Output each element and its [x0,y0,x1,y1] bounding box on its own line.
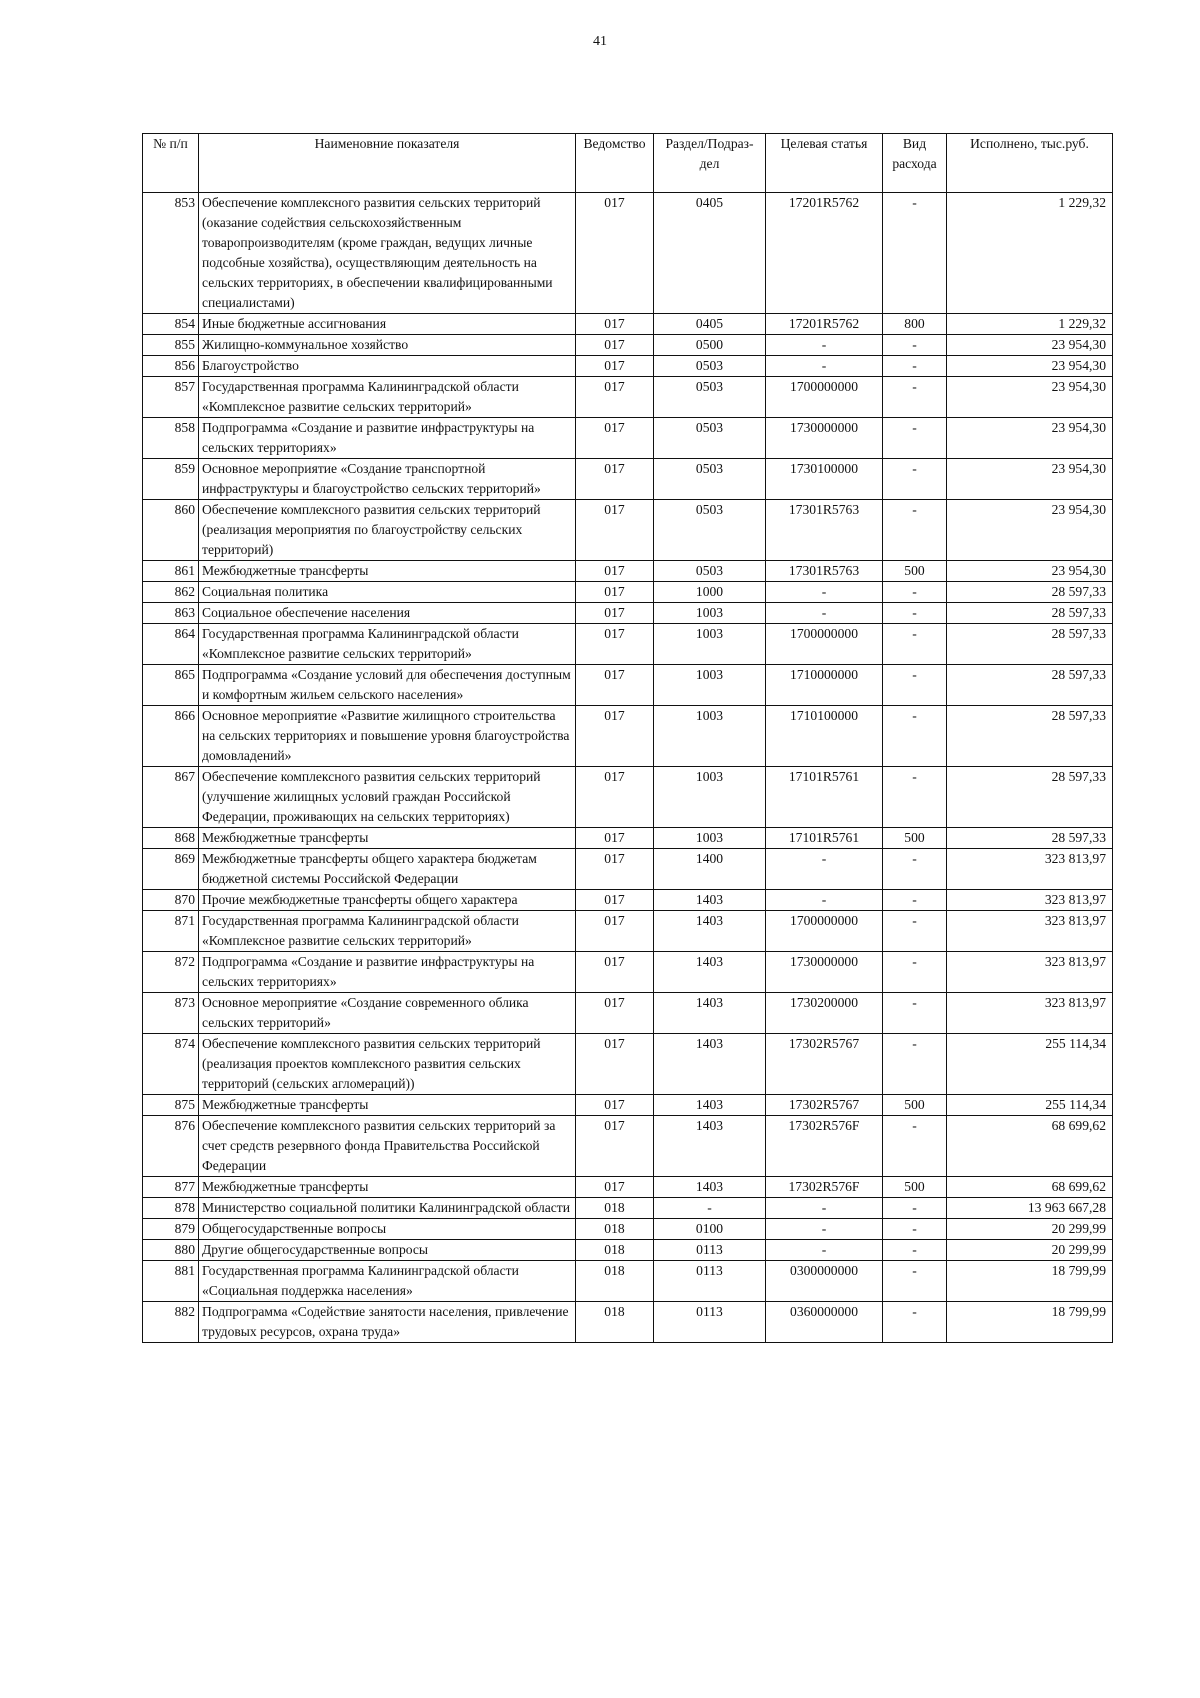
table-row [143,1198,1113,1219]
expense-type: - [883,335,947,356]
expense-type: 500 [883,1177,947,1198]
row-number: 865 [143,665,199,706]
expense-type: - [883,1198,947,1219]
expense-type: - [883,665,947,706]
row-number: 854 [143,314,199,335]
department-code: 018 [576,1240,654,1261]
row-number: 858 [143,418,199,459]
executed-amount: 20 299,99 [947,1219,1113,1240]
section-code: 0113 [654,1240,766,1261]
indicator-name: Прочие межбюджетные трансферты общего характера [199,890,576,911]
department-code: 017 [576,911,654,952]
section-code: 0503 [654,418,766,459]
row-number: 868 [143,828,199,849]
table-row [143,1302,1113,1343]
table-row [143,624,1113,665]
department-code: 017 [576,193,654,314]
row-number: 863 [143,603,199,624]
row-number: 878 [143,1198,199,1219]
indicator-name: Основное мероприятие «Создание современного облика сельских территорий» [199,993,576,1034]
target-article: 17302R576F [766,1116,883,1177]
indicator-name: Подпрограмма «Создание и развитие инфраструктуры на сельских территориях» [199,418,576,459]
expense-type: - [883,1219,947,1240]
section-code: 1400 [654,849,766,890]
expense-type: - [883,356,947,377]
table-row [143,603,1113,624]
department-code: 017 [576,1177,654,1198]
expense-type: - [883,911,947,952]
section-code: 0113 [654,1261,766,1302]
executed-amount: 323 813,97 [947,911,1113,952]
executed-amount: 1 229,32 [947,314,1113,335]
header-department: Ведомство [576,134,654,193]
indicator-name: Обеспечение комплексного развития сельских территорий (реализация мероприятия по благоустройству сельских территорий) [199,500,576,561]
header-target-article: Целевая статья [766,134,883,193]
section-code: 1003 [654,665,766,706]
indicator-name: Другие общегосударственные вопросы [199,1240,576,1261]
indicator-name: Межбюджетные трансферты [199,561,576,582]
row-number: 873 [143,993,199,1034]
target-article: 1700000000 [766,377,883,418]
executed-amount: 23 954,30 [947,500,1113,561]
row-number: 880 [143,1240,199,1261]
section-code: 1003 [654,828,766,849]
department-code: 018 [576,1302,654,1343]
executed-amount: 18 799,99 [947,1261,1113,1302]
expense-type: 800 [883,314,947,335]
executed-amount: 23 954,30 [947,561,1113,582]
department-code: 017 [576,603,654,624]
indicator-name: Обеспечение комплексного развития сельских территорий за счет средств резервного фонда Правительства Российской Федерации [199,1116,576,1177]
target-article: - [766,849,883,890]
section-code: 1003 [654,624,766,665]
indicator-name: Общегосударственные вопросы [199,1219,576,1240]
row-number: 876 [143,1116,199,1177]
table-row [143,849,1113,890]
row-number: 881 [143,1261,199,1302]
target-article: 0300000000 [766,1261,883,1302]
section-code: 0100 [654,1219,766,1240]
expense-type: - [883,890,947,911]
executed-amount: 255 114,34 [947,1095,1113,1116]
section-code: 1403 [654,1095,766,1116]
expense-type: - [883,1116,947,1177]
target-article: 1730100000 [766,459,883,500]
indicator-name: Межбюджетные трансферты [199,828,576,849]
department-code: 017 [576,561,654,582]
table-row [143,890,1113,911]
department-code: 018 [576,1261,654,1302]
row-number: 867 [143,767,199,828]
table-row [143,1095,1113,1116]
row-number: 862 [143,582,199,603]
expense-type: - [883,603,947,624]
header-section: Раздел/Подраз-дел [654,134,766,193]
section-code: 1403 [654,993,766,1034]
table-row [143,582,1113,603]
indicator-name: Подпрограмма «Создание и развитие инфраструктуры на сельских территориях» [199,952,576,993]
executed-amount: 23 954,30 [947,356,1113,377]
expense-type: - [883,582,947,603]
executed-amount: 28 597,33 [947,582,1113,603]
expense-type: - [883,952,947,993]
expense-type: - [883,418,947,459]
section-code: 0503 [654,459,766,500]
section-code: 0405 [654,193,766,314]
header-executed-amount: Исполнено, тыс.руб. [947,134,1113,193]
row-number: 861 [143,561,199,582]
table-row [143,1177,1113,1198]
indicator-name: Социальная политика [199,582,576,603]
executed-amount: 28 597,33 [947,603,1113,624]
target-article: - [766,582,883,603]
executed-amount: 28 597,33 [947,706,1113,767]
executed-amount: 23 954,30 [947,377,1113,418]
executed-amount: 20 299,99 [947,1240,1113,1261]
expense-type: - [883,1034,947,1095]
target-article: - [766,1219,883,1240]
department-code: 017 [576,335,654,356]
table-row [143,665,1113,706]
department-code: 017 [576,624,654,665]
section-code: 0405 [654,314,766,335]
target-article: 17302R576F [766,1177,883,1198]
row-number: 855 [143,335,199,356]
indicator-name: Государственная программа Калининградской области «Комплексное развитие сельских территорий» [199,377,576,418]
executed-amount: 28 597,33 [947,624,1113,665]
expense-type: - [883,1302,947,1343]
executed-amount: 323 813,97 [947,952,1113,993]
expense-type: - [883,377,947,418]
indicator-name: Основное мероприятие «Создание транспортной инфраструктуры и благоустройство сельских территорий» [199,459,576,500]
target-article: 17301R5763 [766,561,883,582]
header-expense-type: Вид расхода [883,134,947,193]
executed-amount: 28 597,33 [947,828,1113,849]
table-row [143,952,1113,993]
department-code: 017 [576,377,654,418]
row-number: 882 [143,1302,199,1343]
row-number: 866 [143,706,199,767]
expense-type: - [883,767,947,828]
row-number: 874 [143,1034,199,1095]
target-article: 1730000000 [766,418,883,459]
table-row [143,1219,1113,1240]
expense-type: - [883,706,947,767]
table-row [143,561,1113,582]
indicator-name: Социальное обеспечение населения [199,603,576,624]
department-code: 017 [576,993,654,1034]
section-code: 1403 [654,1034,766,1095]
department-code: 017 [576,418,654,459]
department-code: 017 [576,952,654,993]
table-row [143,1116,1113,1177]
executed-amount: 28 597,33 [947,665,1113,706]
header-indicator-name: Наименовние показателя [199,134,576,193]
row-number: 864 [143,624,199,665]
indicator-name: Министерство социальной политики Калининградской области [199,1198,576,1219]
executed-amount: 23 954,30 [947,459,1113,500]
table-row [143,1034,1113,1095]
expense-type: 500 [883,561,947,582]
section-code: 1000 [654,582,766,603]
indicator-name: Обеспечение комплексного развития сельских территорий (реализация проектов комплексного развития сельских территорий (сельских агломераций)) [199,1034,576,1095]
department-code: 017 [576,314,654,335]
table-row [143,377,1113,418]
expense-type: - [883,193,947,314]
table-row [143,459,1113,500]
executed-amount: 28 597,33 [947,767,1113,828]
target-article: - [766,356,883,377]
target-article: 17101R5761 [766,767,883,828]
indicator-name: Межбюджетные трансферты [199,1095,576,1116]
target-article: 17201R5762 [766,193,883,314]
indicator-name: Благоустройство [199,356,576,377]
section-code: 0113 [654,1302,766,1343]
expense-type: - [883,500,947,561]
section-code: 1403 [654,1177,766,1198]
indicator-name: Подпрограмма «Содействие занятости населения, привлечение трудовых ресурсов, охрана труда» [199,1302,576,1343]
executed-amount: 1 229,32 [947,193,1113,314]
table-row [143,767,1113,828]
section-code: 0500 [654,335,766,356]
row-number: 853 [143,193,199,314]
row-number: 859 [143,459,199,500]
target-article: 1730200000 [766,993,883,1034]
executed-amount: 323 813,97 [947,890,1113,911]
target-article: 17201R5762 [766,314,883,335]
row-number: 857 [143,377,199,418]
department-code: 017 [576,890,654,911]
target-article: - [766,1198,883,1219]
header-number: № п/п [143,134,199,193]
executed-amount: 23 954,30 [947,418,1113,459]
section-code: 1003 [654,706,766,767]
target-article: - [766,335,883,356]
expense-type: - [883,993,947,1034]
table-row [143,1240,1113,1261]
executed-amount: 255 114,34 [947,1034,1113,1095]
indicator-name: Иные бюджетные ассигнования [199,314,576,335]
target-article: 17302R5767 [766,1095,883,1116]
indicator-name: Обеспечение комплексного развития сельских территорий (улучшение жилищных условий граждан Российской Федерации, проживающих на сельских территориях) [199,767,576,828]
target-article: 1700000000 [766,911,883,952]
target-article: - [766,1240,883,1261]
target-article: 17101R5761 [766,828,883,849]
section-code: 0503 [654,356,766,377]
expense-type: - [883,1240,947,1261]
budget-execution-table [142,133,1113,1343]
row-number: 877 [143,1177,199,1198]
department-code: 018 [576,1198,654,1219]
department-code: 017 [576,1034,654,1095]
executed-amount: 68 699,62 [947,1116,1113,1177]
table-row [143,993,1113,1034]
expense-type: - [883,1261,947,1302]
expense-type: 500 [883,1095,947,1116]
department-code: 017 [576,665,654,706]
indicator-name: Государственная программа Калининградской области «Социальная поддержка населения» [199,1261,576,1302]
target-article: 1700000000 [766,624,883,665]
target-article: 17301R5763 [766,500,883,561]
section-code: 1003 [654,603,766,624]
table-row [143,1261,1113,1302]
section-code: - [654,1198,766,1219]
row-number: 870 [143,890,199,911]
department-code: 017 [576,356,654,377]
department-code: 017 [576,767,654,828]
section-code: 1403 [654,1116,766,1177]
table-row [143,335,1113,356]
section-code: 1403 [654,911,766,952]
department-code: 017 [576,706,654,767]
department-code: 017 [576,849,654,890]
target-article: 0360000000 [766,1302,883,1343]
department-code: 017 [576,459,654,500]
target-article: 1730000000 [766,952,883,993]
section-code: 0503 [654,377,766,418]
target-article: - [766,603,883,624]
row-number: 872 [143,952,199,993]
section-code: 1403 [654,890,766,911]
target-article: - [766,890,883,911]
target-article: 1710100000 [766,706,883,767]
section-code: 0503 [654,500,766,561]
department-code: 017 [576,828,654,849]
executed-amount: 23 954,30 [947,335,1113,356]
indicator-name: Обеспечение комплексного развития сельских территорий (оказание содействия сельскохозяйственным товаропроизводителям (кроме граждан, ведущих личные подсобные хозяйства), осуществляющим деятельность на сельских территориях, в обеспечении квалифицированными специалистами) [199,193,576,314]
indicator-name: Основное мероприятие «Развитие жилищного строительства на сельских территориях и повышение уровня благоустройства домовладений» [199,706,576,767]
row-number: 856 [143,356,199,377]
indicator-name: Подпрограмма «Создание условий для обеспечения доступным и комфортным жильем сельского населения» [199,665,576,706]
target-article: 1710000000 [766,665,883,706]
section-code: 0503 [654,561,766,582]
row-number: 860 [143,500,199,561]
indicator-name: Государственная программа Калининградской области «Комплексное развитие сельских территорий» [199,624,576,665]
expense-type: - [883,459,947,500]
table-row [143,314,1113,335]
executed-amount: 13 963 667,28 [947,1198,1113,1219]
indicator-name: Государственная программа Калининградской области «Комплексное развитие сельских территорий» [199,911,576,952]
executed-amount: 68 699,62 [947,1177,1113,1198]
department-code: 017 [576,500,654,561]
expense-type: - [883,624,947,665]
indicator-name: Жилищно-коммунальное хозяйство [199,335,576,356]
table-row [143,500,1113,561]
section-code: 1003 [654,767,766,828]
row-number: 879 [143,1219,199,1240]
row-number: 871 [143,911,199,952]
table-row [143,356,1113,377]
section-code: 1403 [654,952,766,993]
target-article: 17302R5767 [766,1034,883,1095]
executed-amount: 323 813,97 [947,849,1113,890]
table-row [143,706,1113,767]
table-row [143,828,1113,849]
department-code: 017 [576,582,654,603]
executed-amount: 18 799,99 [947,1302,1113,1343]
department-code: 018 [576,1219,654,1240]
table-row [143,418,1113,459]
table-row [143,911,1113,952]
row-number: 875 [143,1095,199,1116]
table-header-row [143,134,1113,193]
row-number: 869 [143,849,199,890]
table-row [143,193,1113,314]
expense-type: - [883,849,947,890]
indicator-name: Межбюджетные трансферты общего характера бюджетам бюджетной системы Российской Федерации [199,849,576,890]
indicator-name: Межбюджетные трансферты [199,1177,576,1198]
page-number: 41 [593,34,607,49]
executed-amount: 323 813,97 [947,993,1113,1034]
department-code: 017 [576,1095,654,1116]
department-code: 017 [576,1116,654,1177]
expense-type: 500 [883,828,947,849]
